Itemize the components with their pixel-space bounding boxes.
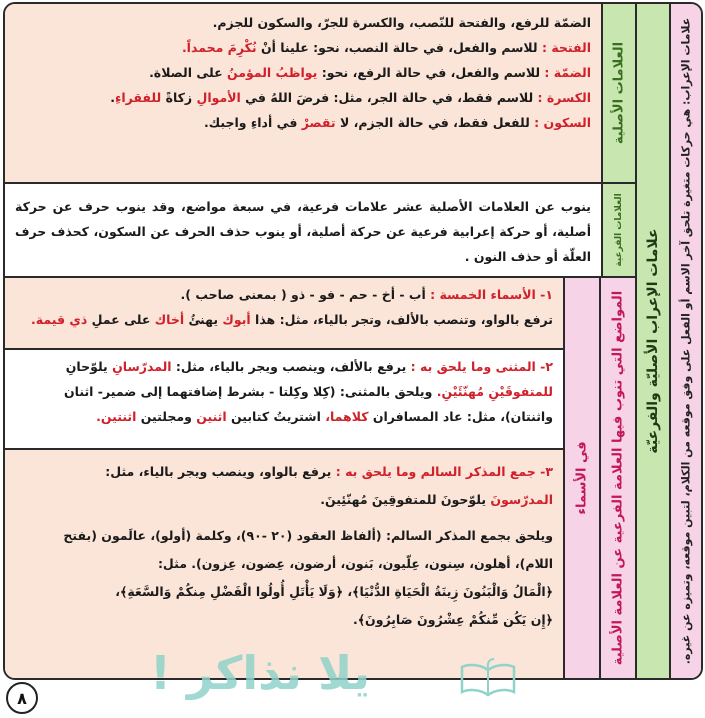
plural-line-2 bbox=[15, 486, 553, 514]
five-nouns-rule bbox=[15, 307, 553, 332]
fatha-desc: للاسم والفعل، في حالة النصب، نحو: علينا أنْ bbox=[260, 40, 538, 55]
dual-line-2 bbox=[15, 379, 553, 404]
row-label-original bbox=[601, 4, 635, 182]
dual-ex2: للمتفوقَيْنِ مُهنّئَيْنِ. bbox=[436, 384, 553, 399]
topic-column bbox=[635, 4, 669, 678]
five-nouns-list: أب - أخ - حم - فو - ذو ( بمعنى صاحب ). bbox=[180, 287, 426, 302]
fatha-line bbox=[15, 35, 591, 60]
kasra-tail: . bbox=[110, 90, 115, 105]
damma-example: يواظبُ المؤمنُ bbox=[226, 65, 318, 80]
five-nouns-title: ١- الأسماء الخمسة : bbox=[430, 287, 553, 302]
row-original-signs bbox=[5, 4, 635, 184]
sukun-tail: في أداءِ واجبك. bbox=[203, 115, 298, 130]
five-nouns-mid2: على عملِ bbox=[91, 312, 151, 327]
dual-example-a: واثنتان)، مثل: عاد المسافران bbox=[372, 409, 553, 424]
open-book-icon bbox=[458, 658, 518, 698]
sukun-line bbox=[15, 110, 591, 135]
dual-line-1 bbox=[15, 354, 553, 379]
quran-verse-2: ﴿إِن يَكُن مِّنكُمْ عِشْرُونَ صَابِرُونَ﴾. bbox=[352, 612, 553, 627]
original-signs-label: العلامات الأصلية bbox=[611, 41, 627, 145]
damma-tail: على الصلاة. bbox=[149, 65, 223, 80]
in-nouns-label: في الأسماء bbox=[574, 441, 590, 515]
kasra-line bbox=[15, 85, 591, 110]
dual-rule: يرفع بالألف، وينصب ويجر بالياء، مثل: bbox=[175, 359, 407, 374]
damma-desc: للاسم والفعل، في حالة الرفع، نحو: bbox=[321, 65, 541, 80]
positions-content bbox=[5, 278, 563, 678]
kasra-example-1: الأموالِ bbox=[196, 90, 241, 105]
fatha-term: الفتحة : bbox=[541, 40, 591, 55]
sukun-example: تقصرْ bbox=[301, 115, 336, 130]
kasra-example-2: للفقراءِ bbox=[114, 90, 162, 105]
sukun-desc: للفعل فقط، في حالة الجزم، لا bbox=[339, 115, 530, 130]
positions-title: المواضع التي تنوب فيها العلامة الفرعية عن العلامة الأصلية bbox=[610, 290, 626, 666]
dual-section bbox=[5, 350, 563, 450]
intro-line: الضمّة للرفع، والفتحة للنّصب، والكسرة للجرّ، والسكون للجزم. bbox=[212, 15, 591, 30]
dual-title: ٢- المثنى وما يلحق به : bbox=[410, 359, 553, 374]
dual-ex1b: يلوّحانِ bbox=[65, 359, 108, 374]
quran-verse-1: ﴿الْمَالُ وَالْبَنُونَ زِينَةُ الْحَيَاةِ الدُّنْيَا﴾، ﴿وَلَا يَأْتَلِ أُولُوا الْفَضْلِ مِنكُمْ وَالسَّعَةِ﴾، bbox=[115, 584, 553, 599]
plural-section bbox=[5, 450, 563, 678]
plural-appended-1: ويلحق بجمع المذكر السالم: (ألفاظ العقود (٢٠ -٩٠)، وكلمة (أولو)، عالَمون (بفتح bbox=[63, 528, 553, 543]
five-nouns-rule-text: ترفع بالواو، وتنصب بالألف، وتجر بالياء، مثل: هذا bbox=[255, 312, 553, 327]
sukun-term: السكون : bbox=[534, 115, 591, 130]
row-positions bbox=[5, 278, 635, 678]
kasra-mid: زكاةً bbox=[165, 90, 193, 105]
five-nouns-ex1: أبوك bbox=[222, 312, 251, 327]
kasra-term: الكسرة : bbox=[537, 90, 591, 105]
dual-example-c: ومجلتين bbox=[140, 409, 192, 424]
plural-ex1: المدرّسونَ bbox=[490, 492, 553, 507]
page-number: ٨ bbox=[6, 682, 38, 714]
damma-line bbox=[15, 60, 591, 85]
dual-appended: ويلحق بالمثنى: (كِلا وكِلتا - بشرط إضافتهما إلى ضمير- اثنان bbox=[63, 384, 433, 399]
five-nouns-section bbox=[5, 278, 563, 350]
content-area bbox=[5, 4, 635, 678]
positions-outer-label bbox=[599, 278, 635, 678]
fatha-example: نُكْرِمَ محمداً. bbox=[181, 40, 257, 55]
dual-ex3: كلاهما، bbox=[325, 409, 369, 424]
definition-text: علامات الإعراب: هي حركات متغيرة تلحق آخر الاسم أو الفعل على وفق موقعه من الكلام، لتبين موقعه، وتميزه عن غيره. bbox=[679, 17, 693, 665]
row-secondary-signs bbox=[5, 184, 635, 278]
five-nouns-ex3: ذي قيمة. bbox=[31, 312, 88, 327]
dual-line-3 bbox=[15, 404, 553, 429]
plural-appended-2: اللام)، أهلون، سِنون، عِلّيون، بَنون، أرضون، عِضون، عِزون). مثل: bbox=[157, 556, 553, 571]
positions-inner-label bbox=[563, 278, 599, 678]
damma-term: الضمّة : bbox=[544, 65, 591, 80]
dual-ex5: اثنتين. bbox=[96, 409, 137, 424]
plural-title: ٣- جمع المذكر السالم وما يلحق به : bbox=[335, 464, 553, 479]
watermark-logo: يلا نذاكر ! bbox=[150, 646, 371, 700]
grammar-table bbox=[3, 2, 703, 680]
plural-line-1 bbox=[15, 458, 553, 486]
kasra-desc: للاسم فقط، في حالة الجر، مثل: فرضَ اللهُ في bbox=[245, 90, 534, 105]
topic-title: علامات الإعراب الأصليّة والفرعيّة bbox=[645, 228, 661, 454]
dual-example-b: اشتريتُ كتابين bbox=[231, 409, 321, 424]
row-label-secondary bbox=[601, 184, 635, 276]
secondary-signs-paragraph: ينوب عن العلامات الأصلية عشر علامات فرعية، في سبعة مواضع، وقد ينوب حرف عن حركة أصلية، أو حركة إعرابية فرعية عن حركة أصلية، أو ينوب حذف الحرف عن السكون، كحذف حرف العلّة أو حذف النون . bbox=[15, 199, 591, 264]
dual-ex1: المدرّسانِ bbox=[112, 359, 172, 374]
original-signs-text bbox=[5, 4, 601, 182]
five-nouns-mid: يهنئُ bbox=[188, 312, 219, 327]
five-nouns-title-line bbox=[15, 282, 553, 307]
secondary-signs-label: العلامات الفرعية bbox=[614, 193, 624, 267]
plural-rule: يرفع بالواو، وينصب ويجر بالياء، مثل: bbox=[105, 464, 332, 479]
dual-ex4: اثنين bbox=[196, 409, 227, 424]
positions-labels bbox=[563, 278, 635, 678]
secondary-signs-text bbox=[5, 184, 601, 276]
definition-column bbox=[669, 4, 701, 678]
five-nouns-ex2: أخاك bbox=[154, 312, 185, 327]
plural-ex1b: يلوّحونَ للمتفوقِينَ مُهنّئِينَ. bbox=[320, 492, 487, 507]
